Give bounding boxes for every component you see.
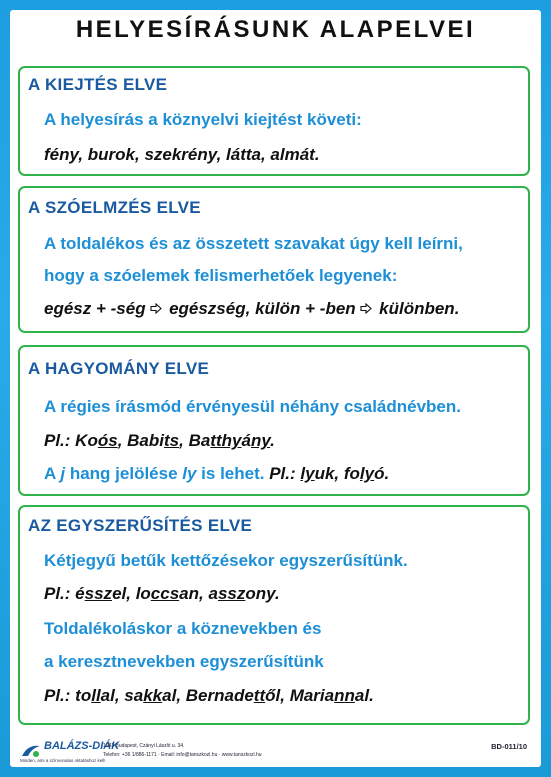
rule-with-example: A j hang jelölése ly is lehet. Pl.: lyuk, folyó. xyxy=(44,464,390,483)
example-text: Pl.: tollal, sakkal, Bernadettől, Mariannal. xyxy=(44,686,374,705)
example-suffix: -ség xyxy=(110,299,146,318)
section-hagyomany xyxy=(18,345,530,496)
brand-tagline: Minden, ami a színvonalas oktatáshoz kell! xyxy=(20,758,106,763)
example-text: Pl.: Koós, Babits, Batthyány. xyxy=(44,431,275,450)
arrow-icon xyxy=(150,299,164,319)
example-suffix: -ben xyxy=(319,299,356,318)
example-text: fény, burok, szekrény, látta, almát. xyxy=(44,145,320,164)
rule-text: Kétjegyű betűk kettőzésekor egyszerűsítünk. xyxy=(44,551,408,570)
footer-address xyxy=(103,742,262,760)
example-text xyxy=(44,299,459,319)
product-code: BD-011/10 xyxy=(491,742,527,751)
example-result: egészség, xyxy=(169,299,251,318)
section-heading: AZ EGYSZERŰSÍTÉS ELVE xyxy=(28,516,253,535)
section-szoelemzes xyxy=(18,186,530,333)
rule-text: A helyesírás a köznyelvi kiejtést követi: xyxy=(44,110,362,129)
section-heading: A HAGYOMÁNY ELVE xyxy=(28,359,210,378)
brand-logo: BALÁZS-DIÁK xyxy=(44,740,120,752)
example-text: Pl.: ésszel, loccsan, asszony. xyxy=(44,584,280,603)
rule-text: hogy a szóelemek felismerhetőek legyenek: xyxy=(44,266,398,285)
rule-text: a keresztnevekben egyszerűsítünk xyxy=(44,652,324,671)
rule-text: A toldalékos és az összetett szavakat úgy kell leírni, xyxy=(44,234,463,253)
address-line: 1043 Budapest, Czányi László u. 34. xyxy=(103,743,185,749)
example-result: különben. xyxy=(379,299,460,318)
page-title: HELYESÍRÁSUNK ALAPELVEI xyxy=(75,16,476,43)
section-heading: A KIEJTÉS ELVE xyxy=(28,75,168,94)
section-kiejtes xyxy=(18,66,530,176)
rule-text: A régies írásmód érvényesül néhány családnévben. xyxy=(44,397,461,416)
example-word: külön + xyxy=(255,299,320,318)
footer xyxy=(0,734,551,774)
example-word: egész + xyxy=(44,299,111,318)
section-egyszerusites xyxy=(18,505,530,725)
rule-text: Toldalékoláskor a köznevekben és xyxy=(44,619,322,638)
contact-line: Telefon: +36 1/886-1171 · Email: info@tanszkozl.hu · www.tanszkozl.hu xyxy=(103,752,262,758)
arrow-icon xyxy=(360,299,374,319)
section-heading: A SZÓELMZÉS ELVE xyxy=(28,198,201,217)
